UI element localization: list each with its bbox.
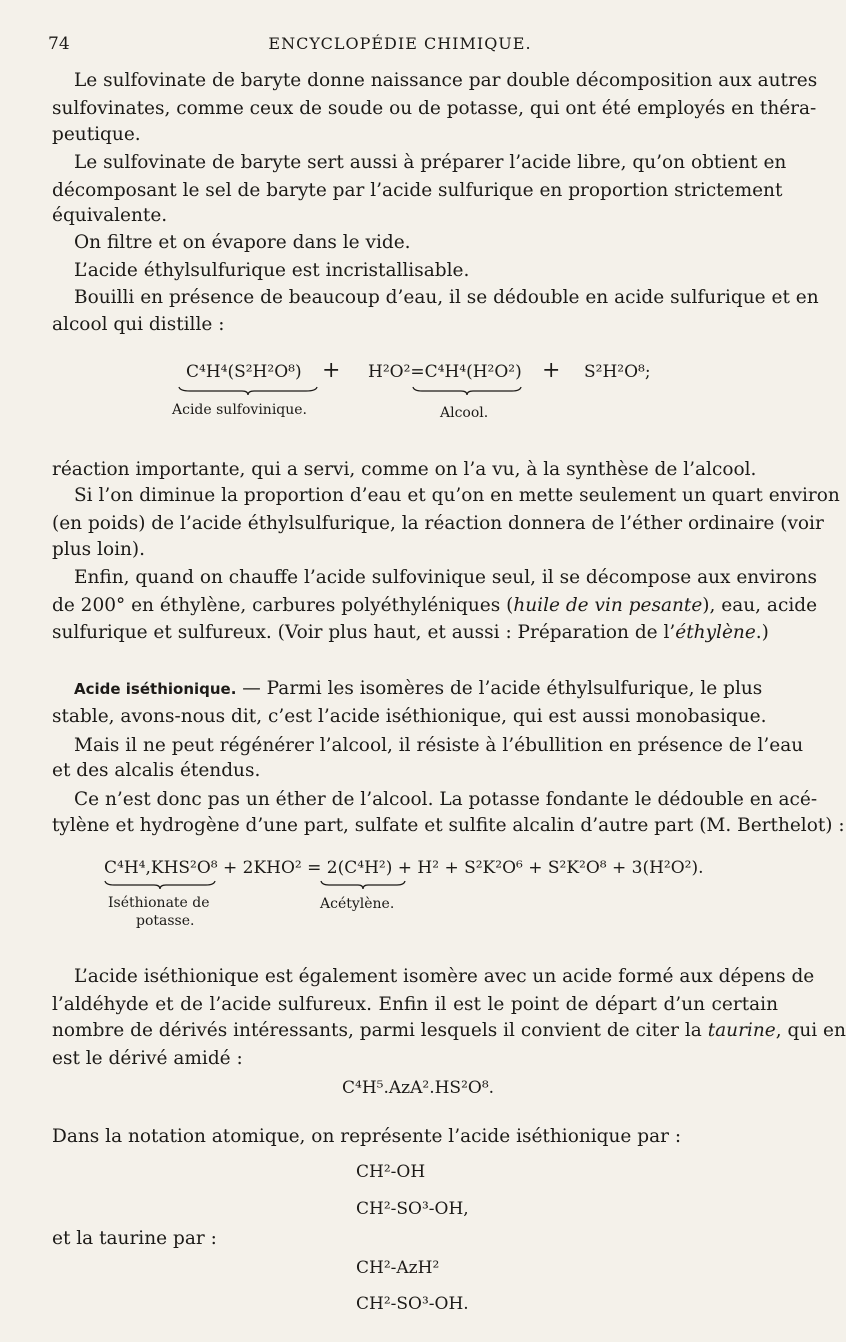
running-title: ENCYCLOPÉDIE CHIMIQUE. xyxy=(268,34,532,53)
text-line: On filtre et on évapore dans le vide. xyxy=(74,232,411,253)
text-span: de 200° en éthylène, carbures polyéthyléniques (huile de vin pesante), eau, acide xyxy=(52,595,818,616)
equation-caption: Acide sulfovinique. xyxy=(172,402,308,418)
text-line: Le sulfovinate de baryte sert aussi à préparer l’acide libre, qu’on obtient en xyxy=(74,152,787,173)
equation-term: C⁴H⁴(S²H²O⁸) xyxy=(186,362,302,382)
formula-isethionic-line2: CH²-SO³-OH, xyxy=(356,1199,469,1219)
underbrace xyxy=(412,386,522,396)
equation-caption: Acétylène. xyxy=(320,896,395,912)
text-line xyxy=(74,678,778,700)
equation-caption: Alcool. xyxy=(440,405,489,421)
italic-term: taurine xyxy=(707,1020,776,1041)
underbrace xyxy=(320,880,406,890)
text-line: L’acide iséthionique est également isomère avec un acide formé aux dépens de xyxy=(74,966,815,987)
text-line: plus loin). xyxy=(52,539,146,560)
text-line: peutique. xyxy=(52,124,141,145)
text-line: et des alcalis étendus. xyxy=(52,760,261,781)
text-line: Mais il ne peut régénérer l’alcool, il résiste à l’ébullition en présence de l’eau xyxy=(74,735,804,756)
page-number: 74 xyxy=(48,34,70,54)
text-line: équivalente. xyxy=(52,205,168,226)
text-span: sulfurique et sulfureux. (Voir plus haut, et aussi : Préparation de l’ xyxy=(52,622,676,643)
text-line: Si l’on diminue la proportion d’eau et qu’on en mette seulement un quart environ xyxy=(74,485,840,506)
text-span: .) xyxy=(755,622,769,643)
underbrace xyxy=(178,386,318,396)
equation-operator: + xyxy=(542,358,561,383)
text-line: réaction importante, qui a servi, comme on l’a vu, à la synthèse de l’alcool. xyxy=(52,459,757,480)
formula-taurine-line1: CH²-AzH² xyxy=(356,1258,440,1278)
equation-caption: Iséthionate de xyxy=(108,895,210,911)
text-line: stable, avons-nous dit, c’est l’acide iséthionique, qui est aussi monobasique. xyxy=(52,706,767,727)
text-line: l’aldéhyde et de l’acide sulfureux. Enfin il est le point de départ d’un certain xyxy=(52,994,778,1015)
equation-term: S²H²O⁸; xyxy=(584,362,651,382)
formula-taurine-line2: CH²-SO³-OH. xyxy=(356,1294,469,1314)
text-span: nombre de dérivés intéressants, parmi lesquels il convient de citer la taurine, qui en xyxy=(52,1020,846,1041)
equation-term: H²O²=C⁴H⁴(H²O²) xyxy=(368,362,522,382)
equation: C⁴H⁴,KHS²O⁸ + 2KHO² = 2(C⁴H²) + H² + S²K²O⁶ + S²K²O⁸ + 3(H²O²). xyxy=(104,858,704,878)
text-line: tylène et hydrogène d’une part, sulfate et sulfite alcalin d’autre part (M. Berthelot) : xyxy=(52,815,845,836)
text-line xyxy=(52,595,818,617)
italic-term: éthylène xyxy=(675,622,756,643)
section-heading: Acide iséthionique. xyxy=(74,680,237,698)
page-header xyxy=(0,34,800,58)
text-line: Dans la notation atomique, on représente l’acide iséthionique par : xyxy=(52,1126,682,1147)
text-line xyxy=(52,622,778,644)
formula-isethionic-line1: CH²-OH xyxy=(356,1162,426,1182)
text-line: (en poids) de l’acide éthylsulfurique, la réaction donnera de l’éther ordinaire (voir xyxy=(52,513,824,534)
text-line xyxy=(52,1020,846,1042)
text-line: Bouilli en présence de beaucoup d’eau, il se dédouble en acide sulfurique et en xyxy=(74,287,819,308)
text-line: sulfovinates, comme ceux de soude ou de potasse, qui ont été employés en théra- xyxy=(52,98,817,119)
text-line: alcool qui distille : xyxy=(52,314,225,335)
text-line: Enfin, quand on chauffe l’acide sulfovinique seul, il se décompose aux environs xyxy=(74,567,817,588)
underbrace xyxy=(104,880,216,890)
text-line: Le sulfovinate de baryte donne naissance par double décomposition aux autres xyxy=(74,70,818,91)
text-line: décomposant le sel de baryte par l’acide sulfurique en proportion strictement xyxy=(52,180,783,201)
text-line: est le dérivé amidé : xyxy=(52,1048,243,1069)
text-line: L’acide éthylsulfurique est incristallisable. xyxy=(74,260,470,281)
text-span: — Parmi les isomères de l’acide éthylsulfurique, le plus xyxy=(236,678,763,699)
italic-term: huile de vin pesante xyxy=(513,595,703,616)
equation-operator: + xyxy=(322,358,341,383)
formula-taurine: C⁴H⁵.AzA².HS²O⁸. xyxy=(342,1078,495,1098)
text-line: Ce n’est donc pas un éther de l’alcool. La potasse fondante le dédouble en acé- xyxy=(74,789,818,810)
equation-caption: potasse. xyxy=(136,913,195,929)
text-line: et la taurine par : xyxy=(52,1228,217,1249)
